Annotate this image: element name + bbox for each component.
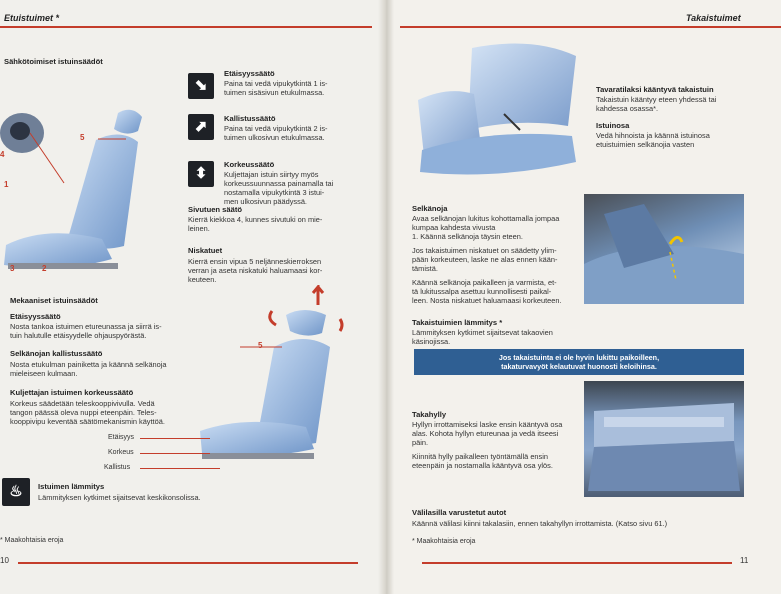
right-header-rule (400, 26, 781, 28)
distance-title: Etäisyyssäätö (224, 69, 275, 78)
warning-line-1: Jos takaistuinta ei ole hyvin lukittu paikoilleen, (498, 353, 660, 362)
mech-height-text-2: tangon päässä oleva nuppi eteenpäin. Teles- (10, 408, 157, 417)
folding-text-2: kahdessa osassa*. (596, 104, 659, 113)
backrest-text-9: leen. Nosta niskatuet haluamaasi korkeuteen. (412, 296, 562, 305)
warning-banner (414, 349, 744, 375)
right-page-number: 11 (740, 556, 749, 565)
cushion-text-2: etuistuimien selkänojia vasten (596, 140, 695, 149)
label-distance: Etäisyys (108, 434, 135, 441)
mech-height-text-3: kooppivipu keventää säätömekanismin käyttöä. (10, 417, 165, 426)
distance-text-1: Paina tai vedä vipukytkintä 1 is- (224, 79, 328, 88)
folding-title: Tavaratilaksi kääntyvä takaistuin (596, 85, 714, 94)
rear-heating-title: Takaistuimien lämmitys * (412, 318, 503, 327)
height-text-2: korkeussuunnassa painamalla tai (224, 179, 334, 188)
height-adjust-icon: ⬍ (188, 161, 214, 187)
shelf-text-5: eteenpäin ja nostamalla kääntyvä osa ylös. (412, 461, 553, 470)
mech-distance-text-2: tuin halutulle etäisyydelle ohjauspyörästä. (10, 331, 147, 340)
right-page (394, 0, 781, 594)
height-text-4: men ulkosivun päädyssä. (224, 197, 307, 206)
tilt-text-1: Paina tai vedä vipukytkintä 2 is- (224, 124, 328, 133)
backrest-text-3: 1. Käännä selkänoja täysin eteen. (412, 232, 523, 241)
electric-title: Sähkötoimiset istuinsäädöt (4, 57, 103, 66)
callout-5-mechanical: 5 (258, 341, 263, 350)
mech-tilt-title: Selkänojan kallistussäätö (10, 349, 103, 358)
rear-heating-text-2: käsinojissa. (412, 337, 451, 346)
up-arrow-icon (313, 287, 323, 305)
shelf-text-4: Kiinnitä hylly paikalleen työntämällä ensin (412, 452, 548, 461)
callout-3: 3 (10, 264, 15, 273)
tilt-adjust-icon: ⬈ (188, 114, 214, 140)
mech-tilt-text-2: mieleiseen kulmaan. (10, 369, 78, 378)
mech-distance-title: Etäisyyssäätö (10, 312, 61, 321)
left-header: Etuistuimet * (4, 13, 60, 23)
left-page (0, 0, 386, 594)
mech-height-text-1: Korkeus säädetään teleskooppivivulla. Vedä (10, 399, 155, 408)
lumbar-title: Sivutuen säätö (188, 205, 243, 214)
rear-heating-text-1: Lämmityksen kytkimet sijaitsevat takaovien (412, 328, 553, 337)
tilt-text-2: tuimen ulkosivun etukulmassa. (224, 133, 325, 142)
headrest-text-3: keuteen. (188, 275, 217, 284)
mech-distance-text-1: Nosta tankoa istuimen etureunassa ja siirrä is- (10, 322, 162, 331)
intermediate-title: Välilasilla varustetut autot (412, 508, 507, 517)
tilt-title: Kallistussäätö (224, 114, 276, 123)
shelf-text-2: alas. Kohota hyllyn etureunaa ja vedä itseesi (412, 429, 559, 438)
backrest-text-1: Avaa selkänojan lukitus kohottamalla jompaa (412, 214, 560, 223)
headrest-shape (114, 110, 142, 134)
mech-height-title: Kuljettajan istuimen korkeussäätö (10, 388, 134, 397)
distance-adjust-icon: ⬊ (188, 73, 214, 99)
backrest-text-2: kumpaa kahdesta vivusta (412, 223, 496, 232)
parcel-shelf-photo (584, 381, 744, 497)
backrest-text-5: pään korkeuteen, laske ne alas ennen kään- (412, 255, 558, 264)
backrest-title: Selkänoja (412, 204, 448, 213)
folding-text-1: Takaistuin kääntyy eteen yhdessä tai (596, 95, 717, 104)
seat-heating-icon: ♨ (2, 478, 30, 506)
height-text-3: nostamalla vipukytkintä 3 istui- (224, 188, 325, 197)
mech-tilt-text-1: Nosta etukulman painiketta ja käännä selkänoja (10, 360, 167, 369)
backrest-text-4: Jos takaistuimen niskatuet on säädetty ylim- (412, 246, 557, 255)
left-page-number: 10 (0, 556, 9, 565)
shelf-text-1: Hyllyn irrottamiseksi laske ensin kääntyvä osa (412, 420, 563, 429)
left-heating-title: Istuimen lämmitys (38, 482, 105, 491)
left-footnote: * Maakohtaisia eroja (0, 537, 64, 544)
leader-height (140, 453, 210, 454)
label-tilt: Kallistus (104, 464, 131, 471)
book-gutter (378, 0, 394, 594)
backrest-lever-photo (584, 194, 744, 304)
height-title: Korkeussäätö (224, 160, 275, 169)
backrest-text-8: tä lukitussalpa asettuu kunnollisesti paikal- (412, 287, 552, 296)
cushion-title: Istuinosa (596, 121, 630, 130)
leader-tilt (140, 468, 220, 469)
cushion-text-1: Vedä hihnoista ja käännä istuinosa (596, 131, 710, 140)
lumbar-text-2: leinen. (188, 224, 210, 233)
left-footer-rule (18, 562, 358, 564)
mechanical-seat-illustration (190, 285, 350, 485)
right-footnote: * Maakohtaisia eroja (412, 538, 476, 545)
label-height: Korkeus (108, 449, 134, 456)
lumbar-text-1: Kierrä kiekkoa 4, kunnes sivutuki on mie- (188, 215, 323, 224)
rear-seat-illustration (412, 38, 582, 188)
shelf-text-3: päin. (412, 438, 429, 447)
right-header: Takaistuimet (686, 13, 741, 23)
distance-text-2: tuimen sisäsivun etukulmassa. (224, 88, 325, 97)
height-text-1: Kuljettajan istuin siirtyy myös (224, 170, 319, 179)
backrest-shape (68, 134, 138, 248)
warning-line-2: takaturvavyöt kelautuvat huonosti keloihinsa. (501, 362, 657, 371)
callout-2: 2 (42, 264, 47, 273)
callout-1: 1 (4, 180, 9, 189)
left-heating-text: Lämmityksen kytkimet sijaitsevat keskikonsolissa. (38, 493, 201, 502)
shelf-title: Takahylly (412, 410, 447, 419)
leader-distance (140, 438, 210, 439)
electric-seat-illustration (0, 95, 160, 285)
callout-4: 4 (0, 150, 5, 159)
right-footer-rule (422, 562, 732, 564)
callout-5: 5 (80, 133, 85, 142)
lever-arrow-icon (670, 237, 682, 244)
intermediate-text: Käännä välilasi kiinni takalasiin, ennen takahyllyn irrottamista. (Katso sivu 61.) (412, 519, 668, 528)
cushion-shape (4, 233, 112, 268)
backrest-text-7: Käännä selkänoja paikalleen ja varmista, et- (412, 278, 557, 287)
headrest-text-1: Kierrä ensin vipua 5 neljänneskierroksen (188, 257, 322, 266)
headrest-title: Niskatuet (188, 246, 223, 255)
backrest-text-6: tämistä. (412, 264, 438, 273)
header-rule (0, 26, 372, 28)
mech-title: Mekaaniset istuinsäädöt (10, 296, 98, 305)
headrest-text-2: verran ja aseta niskatuki haluamaasi kor- (188, 266, 323, 275)
